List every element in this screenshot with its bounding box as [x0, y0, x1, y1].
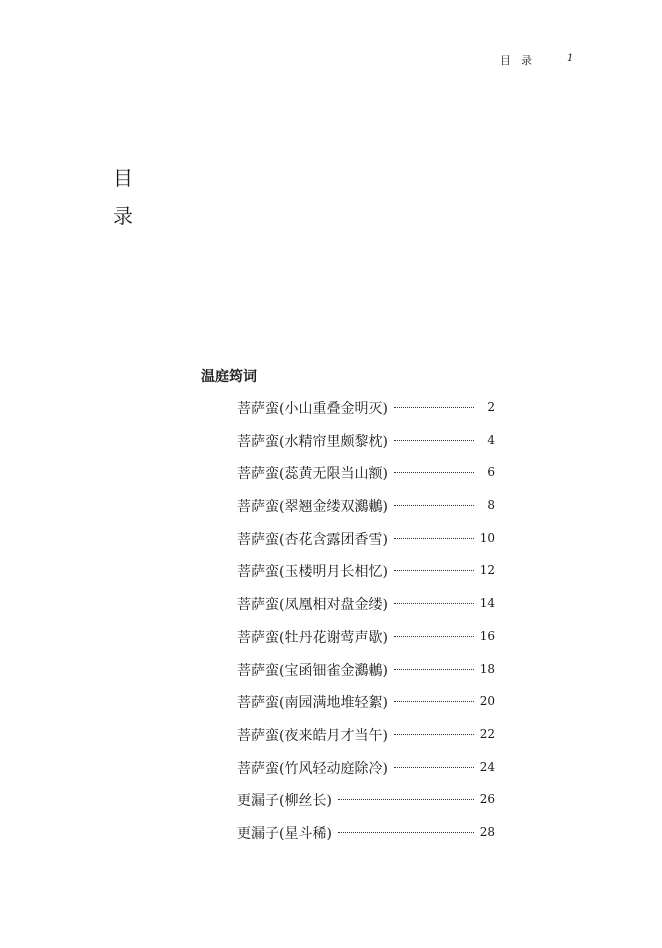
toc-entry-label: 菩萨蛮(蕊黄无限当山额) — [237, 466, 388, 483]
page-title-char-2: 录 — [113, 204, 133, 228]
toc-entry-label: 更漏子(星斗稀) — [237, 825, 332, 842]
toc-entry[interactable] — [237, 823, 495, 856]
toc-entry-label: 菩萨蛮(凤凰相对盘金缕) — [237, 597, 388, 614]
toc-entry-label: 菩萨蛮(竹风轻动庭除冷) — [237, 760, 388, 777]
dot-leader — [394, 660, 474, 670]
toc-entry-page: 4 — [487, 432, 495, 447]
toc-list — [237, 398, 495, 856]
toc-entry[interactable] — [237, 496, 495, 529]
dot-leader — [394, 431, 474, 441]
page-title-char-1: 目 — [113, 166, 133, 190]
toc-entry-page: 16 — [479, 628, 495, 643]
toc-entry[interactable] — [237, 758, 495, 791]
section-heading: 温庭筠词 — [201, 369, 257, 385]
toc-entry-page: 22 — [479, 726, 495, 741]
running-header — [0, 52, 662, 68]
dot-leader — [394, 594, 474, 604]
toc-entry-page: 26 — [479, 792, 495, 807]
toc-entry[interactable] — [237, 398, 495, 431]
dot-leader — [394, 627, 474, 637]
toc-entry-page: 24 — [479, 759, 495, 774]
dot-leader — [394, 496, 474, 506]
dot-leader — [394, 561, 474, 571]
dot-leader — [394, 398, 474, 408]
header-title: 目录 — [500, 54, 542, 67]
toc-entry[interactable] — [237, 790, 495, 823]
toc-entry-label: 菩萨蛮(南园满地堆轻絮) — [237, 695, 388, 712]
toc-entry-page: 10 — [479, 530, 495, 545]
toc-entry-page: 20 — [479, 694, 495, 709]
page-title — [113, 168, 143, 244]
dot-leader — [338, 790, 474, 800]
dot-leader — [394, 725, 474, 735]
toc-entry-label: 菩萨蛮(玉楼明月长相忆) — [237, 564, 388, 581]
toc-entry-label: 菩萨蛮(宝函钿雀金鸂鶒) — [237, 662, 388, 679]
dot-leader — [394, 758, 474, 768]
toc-entry[interactable] — [237, 431, 495, 464]
toc-entry-page: 6 — [487, 465, 495, 480]
dot-leader — [338, 823, 474, 833]
toc-entry-page: 8 — [487, 498, 495, 513]
toc-entry[interactable] — [237, 561, 495, 594]
dot-leader — [394, 692, 474, 702]
toc-entry[interactable] — [237, 463, 495, 496]
toc-entry[interactable] — [237, 627, 495, 660]
dot-leader — [394, 529, 474, 539]
toc-entry-page: 2 — [487, 400, 495, 414]
toc-entry-label: 菩萨蛮(水精帘里颇黎枕) — [237, 433, 388, 450]
toc-entry[interactable] — [237, 594, 495, 627]
dot-leader — [394, 463, 474, 473]
toc-entry[interactable] — [237, 660, 495, 693]
toc-entry-label: 菩萨蛮(翠翘金缕双鸂鶒) — [237, 499, 388, 516]
toc-entry-label: 菩萨蛮(小山重叠金明灭) — [237, 401, 388, 417]
header-page-number: 1 — [567, 53, 574, 64]
toc-entry-label: 菩萨蛮(牡丹花谢莺声歇) — [237, 629, 388, 646]
toc-entry-label: 菩萨蛮(夜来皓月才当午) — [237, 727, 388, 744]
toc-entry-page: 28 — [479, 824, 495, 839]
toc-entry-page: 12 — [479, 563, 495, 578]
toc-entry-page: 18 — [479, 661, 495, 676]
toc-entry[interactable] — [237, 692, 495, 725]
toc-entry-page: 14 — [479, 596, 495, 611]
toc-entry-label: 菩萨蛮(杏花含露团香雪) — [237, 531, 388, 548]
toc-entry[interactable] — [237, 725, 495, 758]
toc-entry[interactable] — [237, 529, 495, 562]
toc-entry-label: 更漏子(柳丝长) — [237, 793, 332, 810]
